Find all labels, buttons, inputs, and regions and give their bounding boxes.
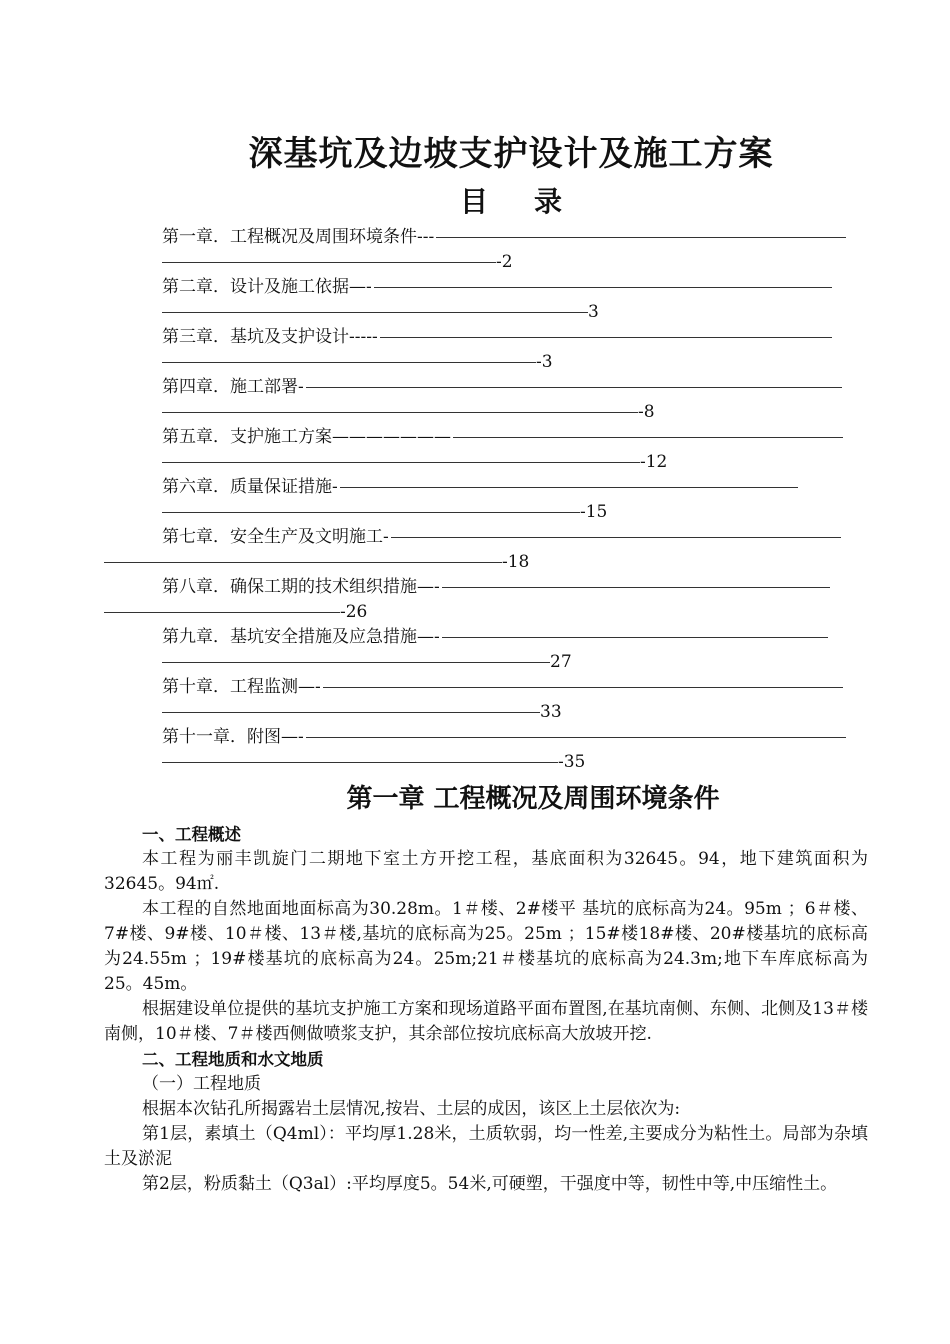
toc-entry-label: 第十章．工程监测—- <box>162 677 321 697</box>
toc-entry-page: -8 <box>638 402 655 422</box>
document-title: 深基坑及边坡支护设计及施工方案 <box>248 134 774 174</box>
section-heading: 一、工程概述 <box>142 825 241 844</box>
toc-entry-page: 3 <box>588 302 599 322</box>
toc-entry-label: 第三章．基坑及支护设计----- <box>162 327 378 347</box>
toc-entry[interactable] <box>0 326 950 376</box>
toc-entry-page: -15 <box>580 502 608 522</box>
chapter-title: 第一章 工程概况及周围环境条件 <box>346 784 720 814</box>
toc-entry-label: 第五章．支护施工方案——————— <box>162 427 451 447</box>
toc-entry-page: -2 <box>496 252 513 272</box>
toc-entry-label: 第六章．质量保证措施- <box>162 477 338 497</box>
paragraph: 本工程的自然地面地面标高为30.28m。1＃楼、2#楼平 基坑的底标高为24。95m ；6＃楼、7#楼、9#楼、10＃楼、13＃楼,基坑的底标高为25。25m ；15#楼18#楼、20#楼基坑的底标高为24.55m ；19#楼基坑的底标高为24。25m;21＃楼基坑的底标高为24.3m;地下车库底标高为25。45m。 <box>104 899 868 994</box>
paragraph: 根据本次钻孔所揭露岩土层情况,按岩、土层的成因，该区上土层依次为: <box>142 1099 681 1119</box>
toc-entry[interactable] <box>0 276 950 326</box>
toc-entry-page: -26 <box>340 602 368 622</box>
toc-heading <box>36 180 950 220</box>
section-heading: 二、工程地质和水文地质 <box>142 1050 324 1069</box>
toc-entry-label: 第十一章．附图—- <box>162 727 304 747</box>
toc-entry-page: 33 <box>540 702 562 722</box>
toc-entry-label: 第二章．设计及施工依据—- <box>162 277 372 297</box>
toc-entry[interactable] <box>0 376 950 426</box>
toc-entry-page: -12 <box>640 452 668 472</box>
toc-heading-right: 录 <box>534 185 563 218</box>
toc-entry[interactable] <box>0 476 950 526</box>
toc-entry-label: 第一章．工程概况及周围环境条件--- <box>162 227 435 247</box>
paragraph: 本工程为丽丰凯旋门二期地下室土方开挖工程，基底面积为32645。94，地下建筑面积为32645。94㎡. <box>104 849 868 894</box>
toc-entry-page: -3 <box>536 352 553 372</box>
toc-entry-label: 第八章．确保工期的技术组织措施—- <box>162 577 440 597</box>
paragraph: 第1层，素填土（Q4ml）：平均厚1.28米，土质软弱，均一性差,主要成分为粘性土。局部为杂填土及淤泥 <box>104 1124 868 1169</box>
toc-entry-label: 第九章．基坑安全措施及应急措施—- <box>162 627 440 647</box>
toc-entry-label: 第四章．施工部署- <box>162 377 304 397</box>
toc-entry[interactable] <box>0 426 950 476</box>
table-of-contents <box>0 226 950 776</box>
toc-entry-page: -35 <box>558 752 586 772</box>
paragraph: 第2层，粉质黏土（Q3al）:平均厚度5。54米,可硬塑，干强度中等，韧性中等,中压缩性土。 <box>142 1174 838 1194</box>
toc-entry[interactable] <box>0 576 950 626</box>
toc-entry[interactable] <box>0 676 950 726</box>
toc-entry-page: 27 <box>550 652 572 672</box>
toc-heading-left: 目 <box>459 185 488 218</box>
toc-entry[interactable] <box>0 626 950 676</box>
subsection-heading: （一）工程地质 <box>142 1074 261 1094</box>
chapter-body <box>104 822 868 1197</box>
toc-entry[interactable] <box>0 526 950 576</box>
toc-entry-label: 第七章．安全生产及文明施工- <box>162 527 389 547</box>
toc-entry-page: -18 <box>502 552 530 572</box>
paragraph: 根据建设单位提供的基坑支护施工方案和现场道路平面布置图,在基坑南侧、东侧、北侧及13＃楼南侧，10＃楼、7＃楼西侧做喷浆支护，其余部位按坑底标高大放坡开挖. <box>104 999 868 1044</box>
toc-entry[interactable] <box>0 726 950 776</box>
toc-entry[interactable] <box>0 226 950 276</box>
